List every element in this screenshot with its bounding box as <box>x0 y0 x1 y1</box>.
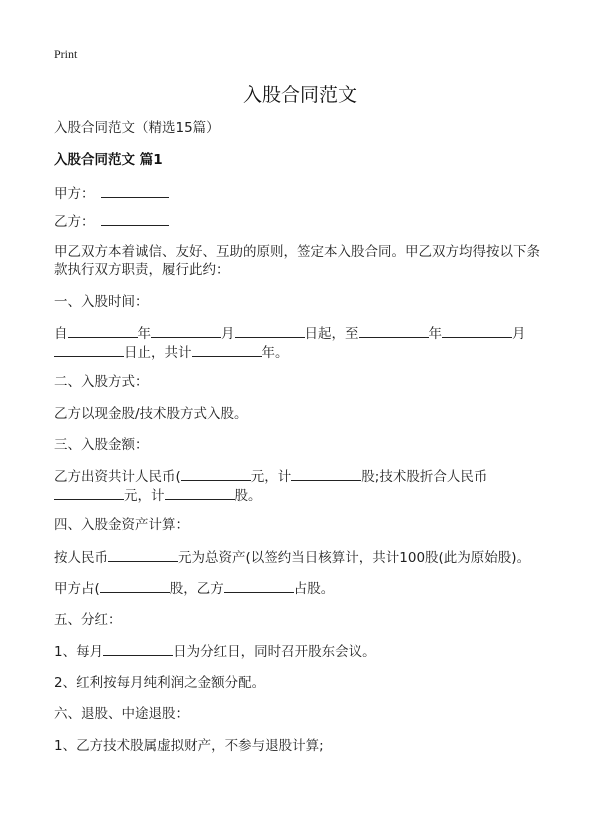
print-link[interactable]: Print <box>54 47 78 61</box>
s1-part: 日止，共计 <box>124 345 192 361</box>
section-3-heading: 三、入股金额： <box>54 437 149 453</box>
party-b-label: 乙方： <box>54 214 95 230</box>
blank-dividend-day <box>103 642 173 656</box>
intro-paragraph: 甲乙双方本着诚信、友好、互助的原则，签定本入股合同。甲乙双方均得按以下条款执行双方职责，履行此约： <box>54 244 540 278</box>
blank-tech-amount <box>54 486 124 500</box>
section-4-text-1 <box>54 548 574 567</box>
s4-part: 占股。 <box>293 581 335 597</box>
blank-cash-amount <box>181 467 251 481</box>
s1-part: 自 <box>54 326 68 342</box>
blank-total-assets <box>108 548 178 562</box>
section-2-text: 乙方以现金股/技术股方式入股。 <box>54 406 248 422</box>
blank-total-years <box>192 343 262 357</box>
blank-tech-shares <box>165 486 235 500</box>
section-1-text <box>54 324 534 362</box>
s5-part: 日为分红日，同时召开股东会议。 <box>173 644 376 660</box>
s1-part: 月 <box>221 326 235 342</box>
s4-part: 股，乙方 <box>169 581 224 597</box>
s3-part: 元，计 <box>124 488 165 504</box>
s3-part: 股。 <box>234 488 262 504</box>
section-6-heading: 六、退股、中途退股： <box>54 706 189 722</box>
blank-cash-shares <box>291 467 361 481</box>
document-subtitle: 入股合同范文（精选15篇） <box>54 120 220 136</box>
s5-part: 1、每月 <box>54 644 104 660</box>
section-3-text <box>54 467 514 505</box>
s3-part: 股;技术股折合人民币 <box>361 469 488 485</box>
s4-part: 甲方占( <box>54 581 100 597</box>
document-title: 入股合同范文 <box>242 84 357 106</box>
section-1-heading: 一、入股时间： <box>54 294 149 310</box>
blank-start-year <box>68 324 138 338</box>
party-a-line <box>54 184 554 203</box>
blank-start-day <box>235 324 305 338</box>
blank-end-day <box>54 343 124 357</box>
s1-part: 年 <box>137 326 151 342</box>
s1-part: 年。 <box>261 345 289 361</box>
section-heading: 入股合同范文 篇1 <box>54 152 163 168</box>
section-4-heading: 四、入股金资产计算： <box>54 517 189 533</box>
s1-part: 月 <box>512 326 526 342</box>
section-4-text-2 <box>54 579 554 598</box>
s4-part: 元为总资产(以签约当日核算计，共计100股(此为原始股)。 <box>178 550 531 566</box>
section-6-item-1: 1、乙方技术股属虚拟财产，不参与退股计算; <box>54 738 324 754</box>
s4-part: 按人民币 <box>54 550 108 566</box>
section-5-item-2: 2、红利按每月纯利润之金额分配。 <box>54 675 266 691</box>
s3-part: 元，计 <box>250 469 292 485</box>
blank-party-a-shares <box>100 579 170 593</box>
blank-end-year <box>359 324 429 338</box>
section-2-heading: 二、入股方式： <box>54 374 149 390</box>
s1-part: 年 <box>428 326 442 342</box>
party-a-label: 甲方： <box>54 186 95 202</box>
s1-part: 日起，至 <box>304 326 359 342</box>
party-b-blank <box>101 212 169 226</box>
party-a-blank <box>101 184 169 198</box>
blank-start-month <box>151 324 221 338</box>
s3-part: 乙方出资共计人民币( <box>54 469 181 485</box>
party-b-line <box>54 212 554 231</box>
blank-party-b-shares <box>224 579 294 593</box>
section-5-heading: 五、分红： <box>54 612 122 628</box>
section-5-item-1 <box>54 642 554 661</box>
blank-end-month <box>442 324 512 338</box>
